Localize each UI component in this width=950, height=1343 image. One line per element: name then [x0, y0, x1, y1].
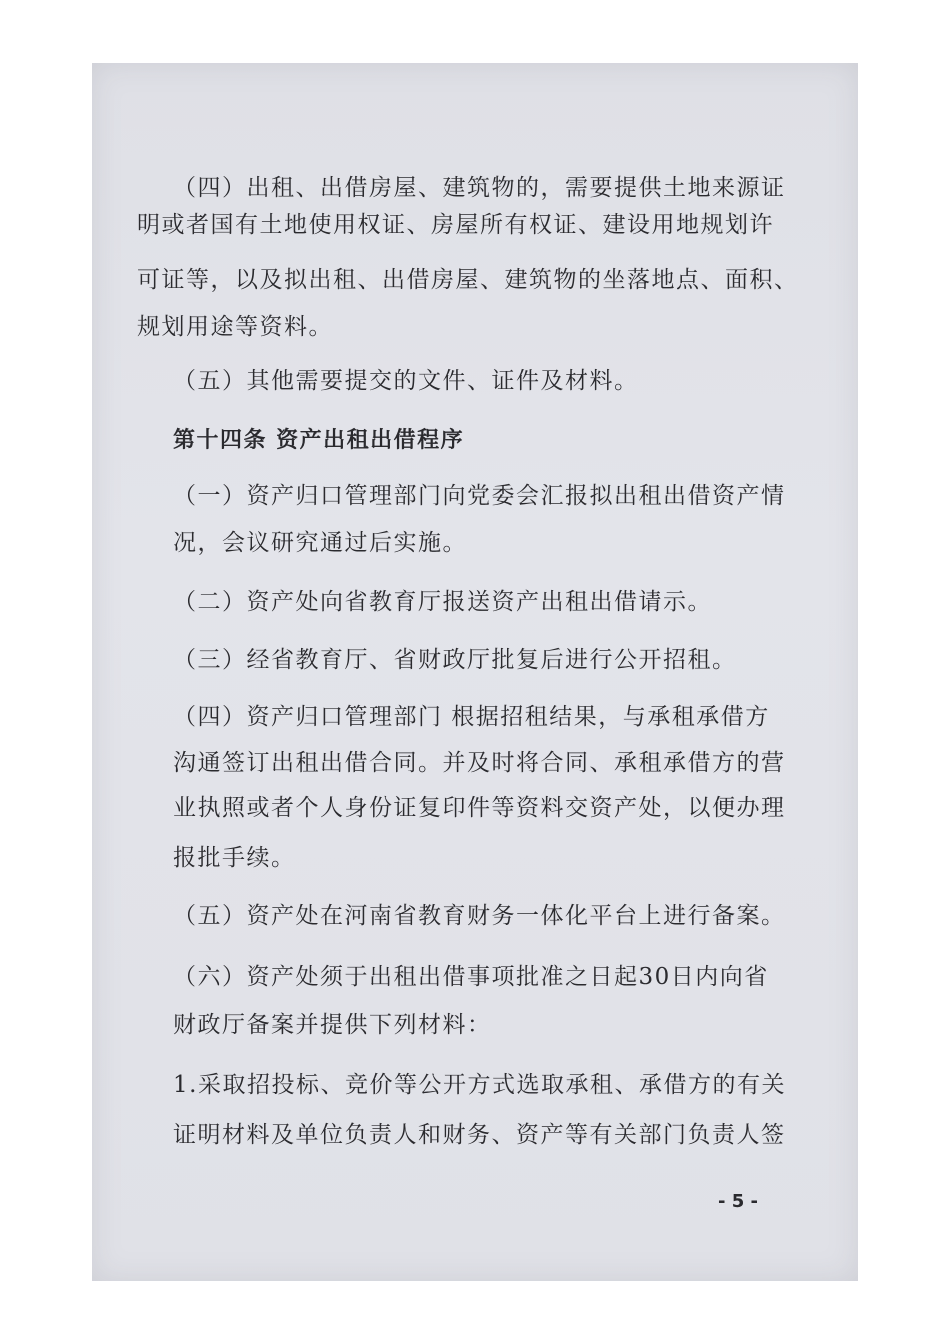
step-4-line-4: 报批手续。	[173, 845, 296, 871]
item-1-line-2: 证明材料及单位负责人和财务、资产等有关部门负责人签	[173, 1122, 786, 1148]
step-1-line-2: 况，会议研究通过后实施。	[173, 530, 467, 556]
step-4-line-1: （四）资产归口管理部门 根据招租结果，与承租承借方	[173, 704, 770, 730]
page-number: - 5 -	[718, 1191, 758, 1212]
paragraph-4-line-2: 明或者国有土地使用权证、房屋所有权证、建设用地规划许	[137, 212, 774, 238]
item-1-line-1: 1.采取招投标、竞价等公开方式选取承租、承借方的有关	[173, 1072, 786, 1098]
step-6-line-1: （六）资产处须于出租出借事项批准之日起30日内向省	[173, 964, 769, 990]
paragraph-5: （五）其他需要提交的文件、证件及材料。	[173, 368, 639, 394]
step-4-line-3: 业执照或者个人身份证复印件等资料交资产处，以便办理	[173, 795, 786, 821]
article-14-heading: 第十四条 资产出租出借程序	[173, 428, 465, 453]
step-1-line-1: （一）资产归口管理部门向党委会汇报拟出租出借资产情	[173, 483, 786, 509]
step-4-line-2: 沟通签订出租出借合同。并及时将合同、承租承借方的营	[173, 750, 786, 776]
step-6-line-2: 财政厅备案并提供下列材料：	[173, 1012, 492, 1038]
step-2: （二）资产处向省教育厅报送资产出租出借请示。	[173, 589, 712, 615]
paragraph-4-line-3: 可证等，以及拟出租、出借房屋、建筑物的坐落地点、面积、	[137, 267, 799, 293]
paragraph-4-line-4: 规划用途等资料。	[137, 314, 333, 340]
paragraph-4-line-1: （四）出租、出借房屋、建筑物的，需要提供土地来源证	[173, 175, 786, 201]
step-5: （五）资产处在河南省教育财务一体化平台上进行备案。	[173, 903, 786, 929]
step-3: （三）经省教育厅、省财政厅批复后进行公开招租。	[173, 647, 737, 673]
